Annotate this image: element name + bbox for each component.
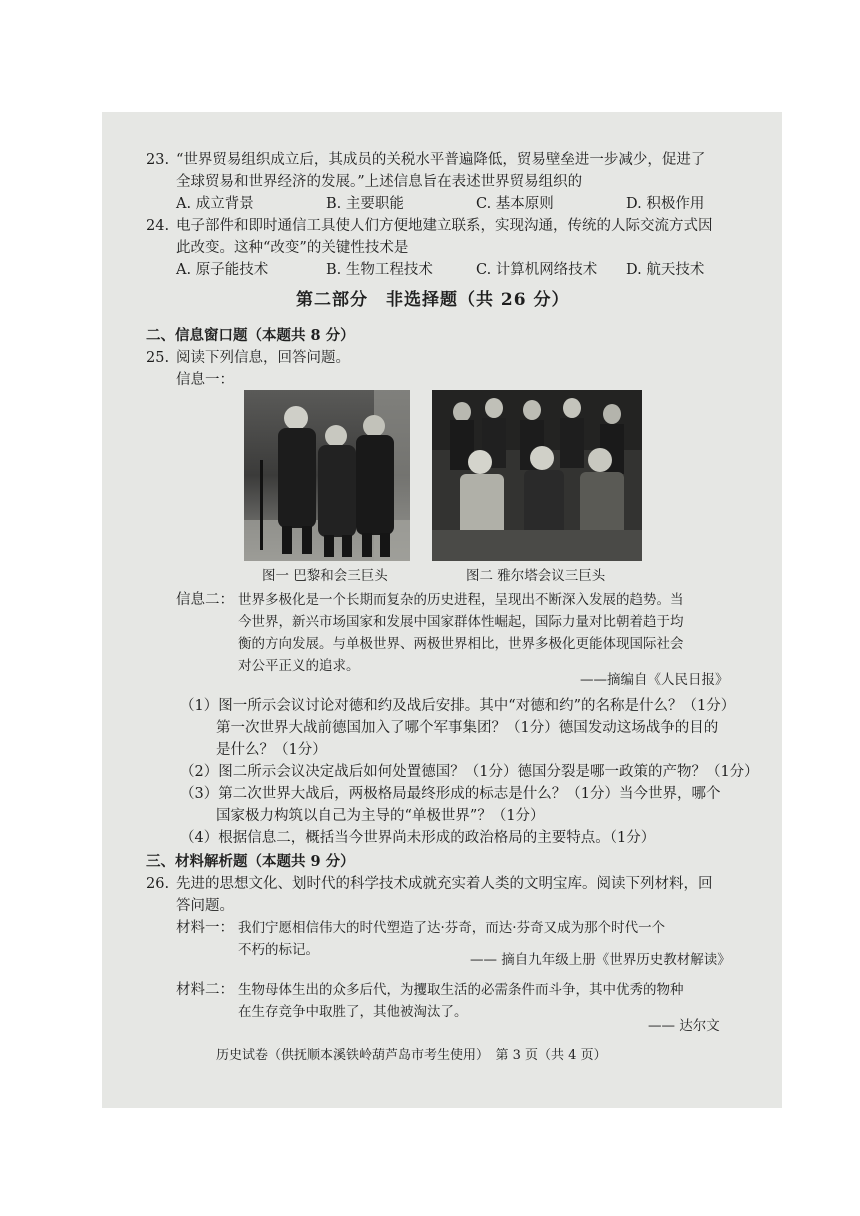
question-23-number: 23. bbox=[146, 152, 170, 168]
figure-one-caption: 图一 巴黎和会三巨头 bbox=[262, 568, 388, 584]
question-24-option-c: C. 计算机网络技术 bbox=[476, 262, 598, 278]
question-24-option-b: B. 生物工程技术 bbox=[326, 262, 433, 278]
section-two-heading: 二、信息窗口题（本题共 8 分） bbox=[146, 327, 355, 344]
question-23-option-b: B. 主要职能 bbox=[326, 196, 404, 212]
question-25-sub1-line3: 是什么？（1分） bbox=[216, 742, 327, 758]
question-25-sub2: （2）图二所示会议决定战后如何处置德国？（1分）德国分裂是哪一政策的产物？（1分） bbox=[180, 764, 759, 780]
page-footer: 历史试卷（供抚顺本溪铁岭葫芦岛市考生使用） 第 3 页（共 4 页） bbox=[216, 1048, 607, 1063]
question-24-text-line2: 此改变。这种“改变”的关键性技术是 bbox=[176, 240, 409, 256]
question-25-intro: 阅读下列信息，回答问题。 bbox=[176, 350, 350, 366]
info-two-line1: 世界多极化是一个长期而复杂的历史进程，呈现出不断深入发展的趋势。当 bbox=[238, 592, 684, 608]
question-25-sub1-line2: 第一次世界大战前德国加入了哪个军事集团？（1分）德国发动这场战争的目的 bbox=[216, 720, 719, 736]
material-one-line1: 我们宁愿相信伟大的时代塑造了达·芬奇，而达·芬奇又成为那个时代一个 bbox=[238, 920, 666, 936]
info-two-label: 信息二： bbox=[176, 592, 234, 608]
figure-two-caption: 图二 雅尔塔会议三巨头 bbox=[466, 568, 606, 584]
question-24-text-line1: 电子部件和即时通信工具使人们方便地建立联系，实现沟通，传统的人际交流方式因 bbox=[176, 218, 713, 234]
question-25-sub1-line1: （1）图一所示会议讨论对德和约及战后安排。其中“对德和约”的名称是什么？（1分） bbox=[180, 698, 736, 714]
question-23-option-a: A. 成立背景 bbox=[176, 196, 254, 212]
question-24-number: 24. bbox=[146, 218, 170, 234]
question-23-option-c: C. 基本原则 bbox=[476, 196, 554, 212]
material-one-source: —— 摘自九年级上册《世界历史教材解读》 bbox=[470, 952, 731, 968]
info-two-line4: 对公平正义的追求。 bbox=[238, 658, 360, 674]
material-one-label: 材料一： bbox=[176, 920, 234, 936]
question-26-number: 26. bbox=[146, 876, 170, 892]
question-26-line1: 先进的思想文化、划时代的科学技术成就充实着人类的文明宝库。阅读下列材料，回 bbox=[176, 876, 713, 892]
question-26-line2: 答问题。 bbox=[176, 898, 234, 914]
material-one-line2: 不朽的标记。 bbox=[238, 942, 319, 958]
question-25-sub3-line1: （3）第二次世界大战后，两极格局最终形成的标志是什么？（1分）当今世界，哪个 bbox=[180, 786, 721, 802]
info-two-line3: 衡的方向发展。与单极世界、两极世界相比，世界多极化更能体现国际社会 bbox=[238, 636, 684, 652]
yalta-conference-photo bbox=[432, 390, 642, 561]
material-two-line1: 生物母体生出的众多后代，为攫取生活的必需条件而斗争，其中优秀的物种 bbox=[238, 982, 684, 998]
part-two-title: 第二部分 非选择题（共 26 分） bbox=[296, 290, 570, 310]
paris-peace-conference-photo bbox=[244, 390, 410, 561]
question-23-text-line2: 全球贸易和世界经济的发展。”上述信息旨在表述世界贸易组织的 bbox=[176, 174, 583, 190]
material-two-source: —— 达尔文 bbox=[648, 1018, 720, 1034]
question-25-sub3-line2: 国家极力构筑以自己为主导的“单极世界”？（1分） bbox=[216, 808, 545, 824]
section-three-heading: 三、材料解析题（本题共 9 分） bbox=[146, 853, 355, 870]
question-23-option-d: D. 积极作用 bbox=[626, 196, 705, 212]
info-two-source: ——摘编自《人民日报》 bbox=[580, 672, 729, 688]
question-25-number: 25. bbox=[146, 350, 170, 366]
question-24-option-d: D. 航天技术 bbox=[626, 262, 705, 278]
question-25-sub4: （4）根据信息二，概括当今世界尚未形成的政治格局的主要特点。（1分） bbox=[180, 830, 656, 846]
material-two-label: 材料二： bbox=[176, 982, 234, 998]
question-23-text-line1: “世界贸易组织成立后，其成员的关税水平普遍降低，贸易壁垒进一步减少，促进了 bbox=[176, 152, 706, 168]
material-two-line2: 在生存竞争中取胜了，其他被淘汰了。 bbox=[238, 1004, 468, 1020]
question-24-option-a: A. 原子能技术 bbox=[176, 262, 269, 278]
info-one-label: 信息一： bbox=[176, 372, 234, 388]
info-two-line2: 今世界，新兴市场国家和发展中国家群体性崛起，国际力量对比朝着趋于均 bbox=[238, 614, 684, 630]
